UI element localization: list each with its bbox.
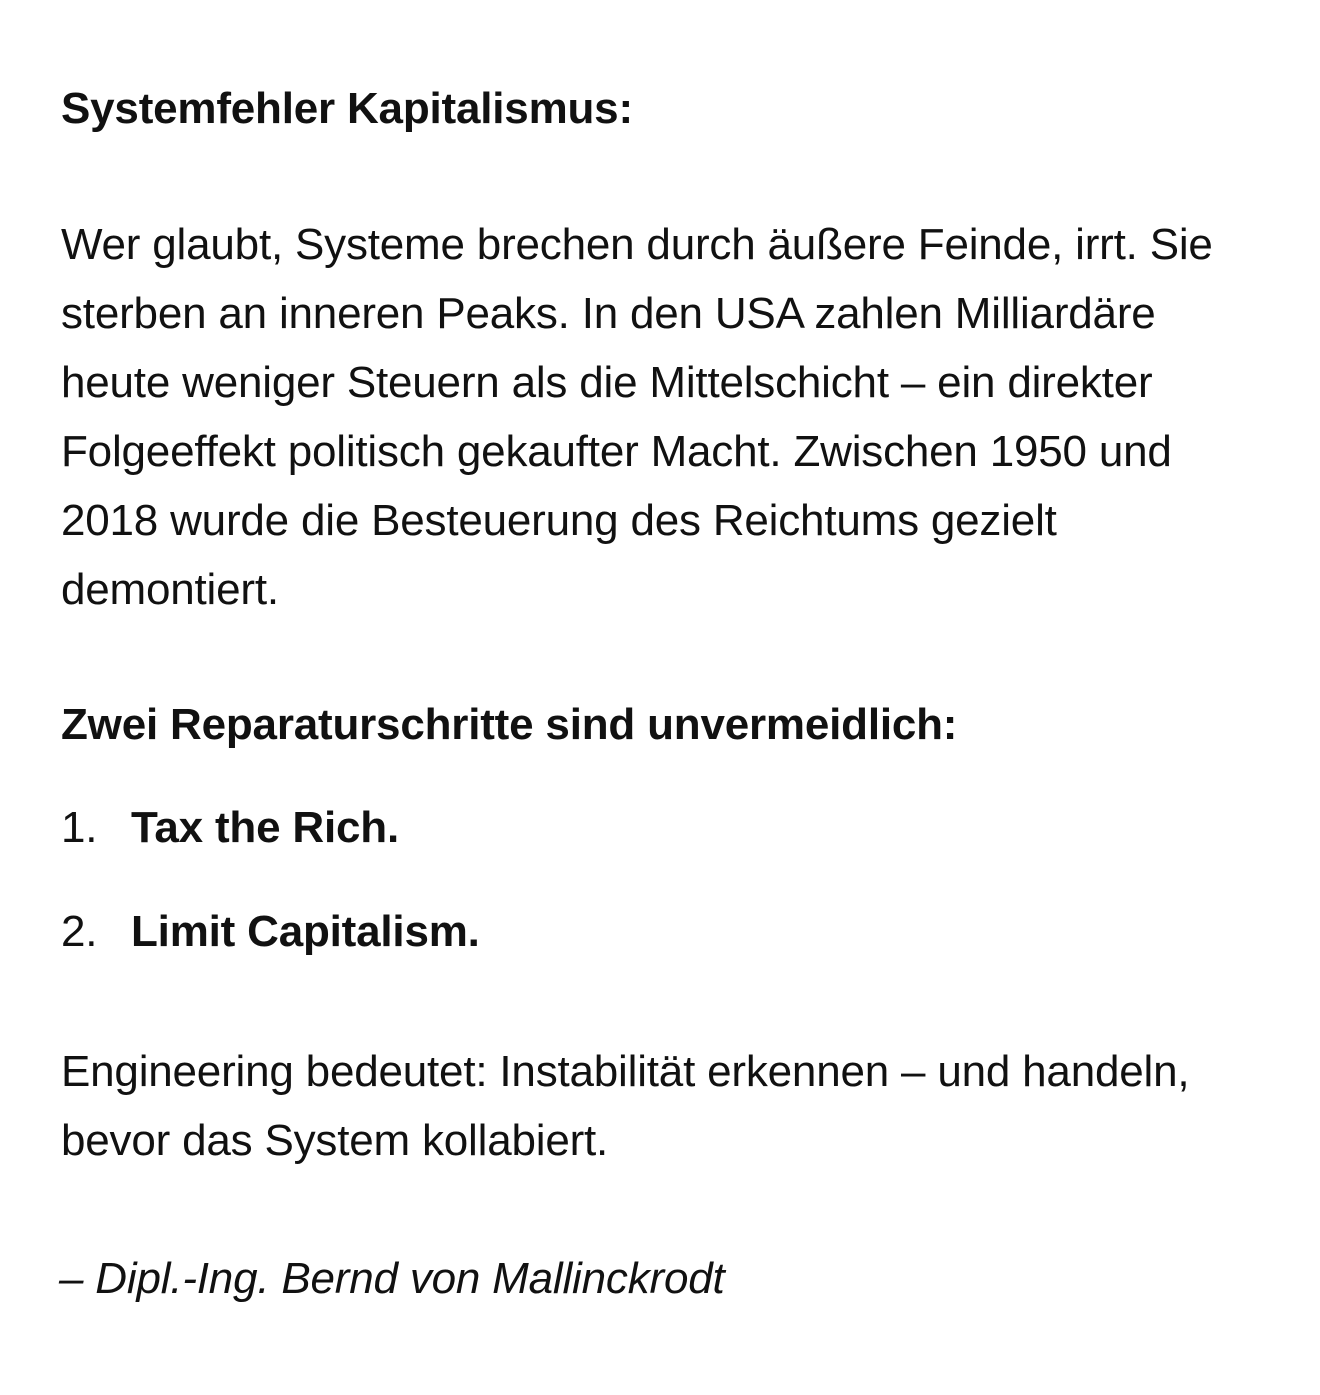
document-body <box>61 74 1261 1313</box>
closing-paragraph: Engineering bedeutet: Instabilität erkennen – und handeln, bevor das System kollabiert. <box>61 1047 1190 1165</box>
list-item-text: Limit Capitalism. <box>131 907 480 956</box>
list-item <box>61 897 1261 966</box>
repair-steps-list <box>61 793 1261 966</box>
list-item-number: 1. <box>61 803 98 852</box>
list-item <box>61 793 1261 862</box>
repair-steps-heading: Zwei Reparaturschritte sind unvermeidlich: <box>61 700 958 749</box>
author-signature: – Dipl.-Ing. Bernd von Mallinckrodt <box>59 1254 725 1303</box>
document-heading: Systemfehler Kapitalismus: <box>61 84 633 133</box>
list-item-text: Tax the Rich. <box>131 803 399 852</box>
list-item-number: 2. <box>61 907 98 956</box>
intro-paragraph: Wer glaubt, Systeme brechen durch äußere Feinde, irrt. Sie sterben an inneren Peaks. In den USA zahlen Milliardäre heute weniger Steuern als die Mittelschicht – ein direkter Folgeeffekt politisch gekaufter Macht. Zwischen 1950 und 2018 wurde die Besteuerung des Reichtums gezielt demontiert. <box>61 220 1213 614</box>
